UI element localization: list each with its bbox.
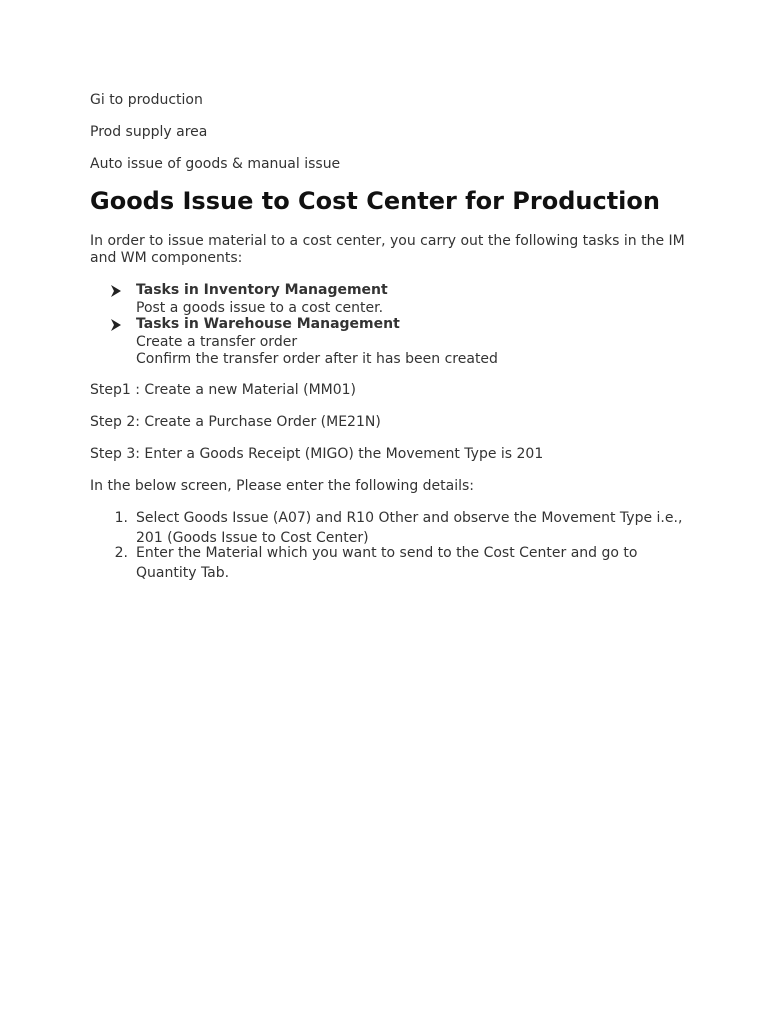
list-item: Select Goods Issue (A07) and R10 Other and observe the Movement Type i.e., 201 (Goods Issue to Cost Center) xyxy=(136,510,683,546)
list-number: 1. xyxy=(114,510,128,526)
task-line: Confirm the transfer order after it has been created xyxy=(136,351,498,367)
page-title: Goods Issue to Cost Center for Production xyxy=(90,187,660,215)
task-title-inventory: Tasks in Inventory Management xyxy=(136,282,388,298)
note-auto-issue: Auto issue of goods & manual issue xyxy=(90,156,341,172)
arrow-bullet-icon xyxy=(109,284,123,298)
intro-paragraph: In order to issue material to a cost center, you carry out the following tasks in the IM and WM components: xyxy=(90,233,685,266)
note-gi-to-production: Gi to production xyxy=(90,92,203,108)
step-1: Step1 : Create a new Material (MM01) xyxy=(90,382,357,398)
note-prod-supply-area: Prod supply area xyxy=(90,124,208,140)
task-title-warehouse: Tasks in Warehouse Management xyxy=(136,316,400,332)
task-line: Create a transfer order xyxy=(136,334,298,350)
list-number: 2. xyxy=(114,545,128,561)
task-line: Post a goods issue to a cost center. xyxy=(136,300,384,316)
list-item: Enter the Material which you want to send to the Cost Center and go to Quantity Tab. xyxy=(136,545,638,581)
step-2: Step 2: Create a Purchase Order (ME21N) xyxy=(90,414,381,430)
step-3: Step 3: Enter a Goods Receipt (MIGO) the Movement Type is 201 xyxy=(90,446,544,462)
details-intro: In the below screen, Please enter the following details: xyxy=(90,478,475,494)
arrow-bullet-icon xyxy=(109,318,123,332)
